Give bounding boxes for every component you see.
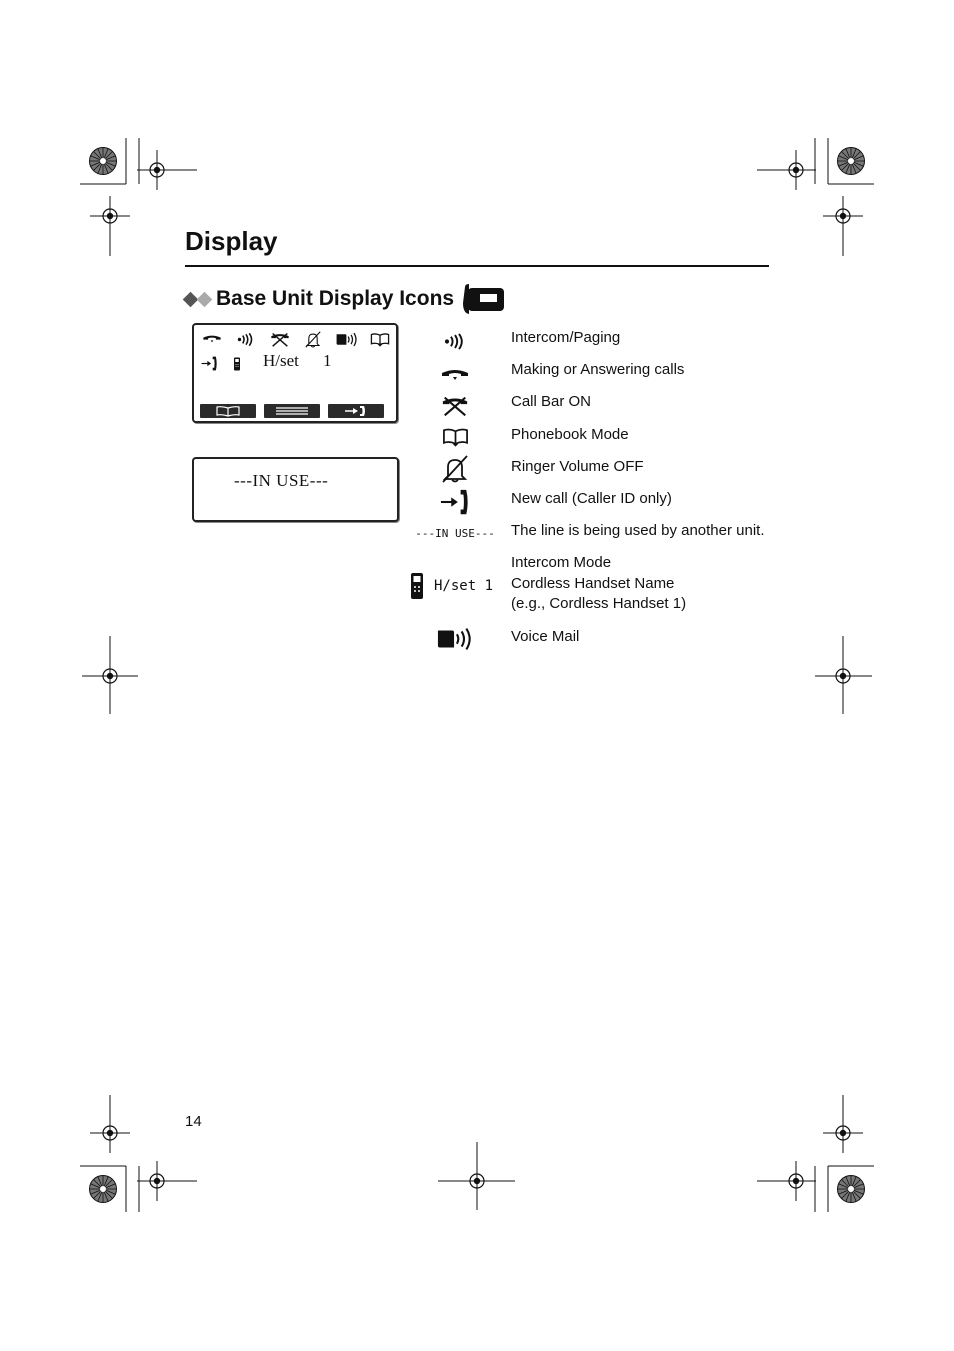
base-unit-icon	[462, 283, 506, 315]
softkey-menu[interactable]	[264, 404, 320, 418]
diamond-bullets-icon	[185, 294, 213, 305]
starburst-mark-icon	[838, 148, 865, 175]
menu-lines-icon	[264, 404, 320, 418]
new-call-icon	[328, 404, 384, 418]
legend-text: (e.g., Cordless Handset 1)	[511, 595, 687, 612]
legend-text: Making or Answering calls	[511, 361, 685, 378]
legend-text: Cordless Handset Name	[511, 575, 675, 592]
registration-mark-icon	[90, 196, 130, 236]
new-call-icon	[202, 357, 217, 371]
softkey-phonebook[interactable]	[200, 404, 256, 418]
registration-mark-icon	[823, 196, 863, 236]
softkey-caller-id[interactable]	[328, 404, 384, 418]
registration-mark-icon	[776, 1161, 816, 1201]
section-heading	[185, 283, 506, 315]
lcd-handset-label: H/set	[263, 351, 299, 370]
cordless-handset-icon	[234, 358, 240, 371]
legend-text: Intercom Mode	[511, 554, 612, 571]
in-use-indicator: ---IN USE---	[415, 526, 495, 540]
page-number: 14	[185, 1113, 202, 1130]
starburst-mark-icon	[90, 148, 117, 175]
legend-text: Voice Mail	[511, 628, 580, 645]
lcd-status-icons	[200, 331, 390, 349]
intercom-paging-icon	[238, 333, 252, 345]
intercom-paging-icon	[410, 330, 500, 352]
page-title: Display	[185, 226, 278, 256]
lcd-handset-number: 1	[323, 351, 332, 370]
title-rule	[185, 265, 769, 267]
call-bar-icon	[271, 334, 288, 347]
registration-mark-icon	[137, 1161, 177, 1201]
registration-mark-icon	[776, 150, 816, 190]
legend-text: New call (Caller ID only)	[511, 490, 672, 507]
registration-mark-icon	[823, 656, 863, 696]
phonebook-icon	[371, 334, 388, 347]
call-bar-icon	[410, 393, 500, 419]
phonebook-icon	[410, 425, 500, 449]
legend-text: Ringer Volume OFF	[511, 458, 644, 475]
new-call-icon	[410, 487, 500, 517]
handset-call-icon	[410, 364, 500, 386]
handset-name-indicator: H/set 1	[434, 578, 494, 594]
lcd-row2-icons	[200, 355, 250, 373]
voice-mail-icon	[410, 625, 500, 653]
lcd-in-use-display	[192, 457, 399, 522]
lcd-main-display	[192, 323, 398, 423]
legend-text: Call Bar ON	[511, 393, 592, 410]
legend-text: The line is being used by another unit.	[511, 522, 765, 539]
starburst-mark-icon	[838, 1176, 865, 1203]
cordless-handset-icon	[410, 572, 424, 600]
registration-mark-icon	[90, 1113, 130, 1153]
registration-mark-icon	[137, 150, 177, 190]
section-title: Base Unit Display Icons	[216, 287, 455, 310]
ringer-off-icon	[410, 453, 500, 485]
registration-mark-icon	[823, 1113, 863, 1153]
starburst-mark-icon	[90, 1176, 117, 1203]
registration-mark-icon	[90, 656, 130, 696]
ringer-off-icon	[306, 332, 320, 348]
registration-mark-icon	[457, 1161, 497, 1201]
legend-text: Phonebook Mode	[511, 426, 629, 443]
voice-mail-icon	[337, 333, 356, 346]
handset-call-icon	[203, 336, 220, 343]
lcd-in-use-text: ---IN USE---	[234, 471, 329, 490]
legend-text: Intercom/Paging	[511, 329, 621, 346]
